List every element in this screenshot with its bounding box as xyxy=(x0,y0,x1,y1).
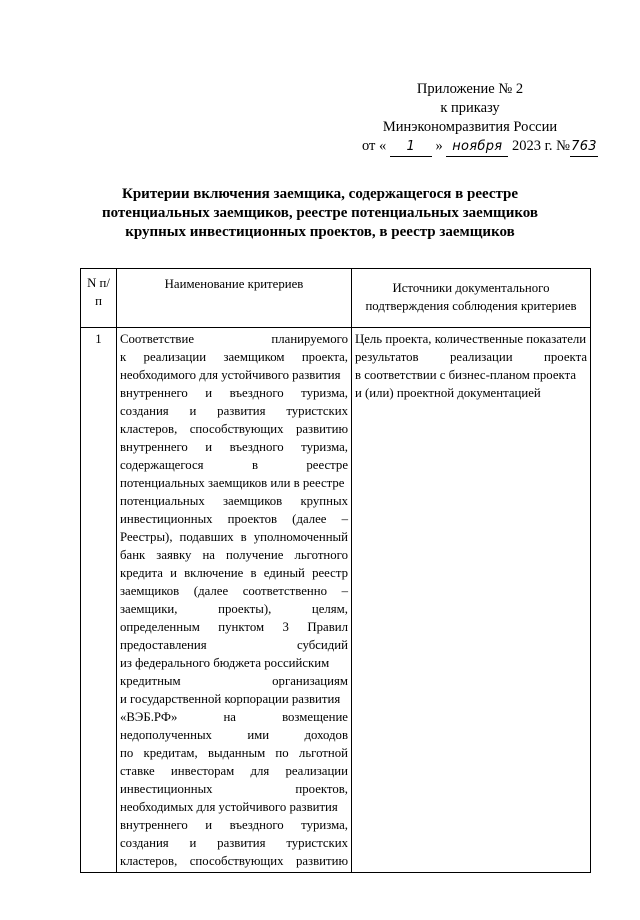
criteria-name-line: потенциальных заемщиков или в реестре xyxy=(120,476,345,490)
criteria-table xyxy=(80,268,591,873)
criteria-name-line: и государственной корпорации развития xyxy=(120,692,341,706)
sources-line: в соответствии с бизнес-планом проекта xyxy=(355,368,577,382)
criteria-name-line: необходимого для устойчивого развития xyxy=(120,368,341,382)
criteria-name-line: недополученных ими доходов xyxy=(120,728,348,742)
header-criteria-name: Наименование критериев xyxy=(117,269,352,328)
criteria-name-line: внутреннего и въездного туризма, xyxy=(120,818,348,832)
header-sources: Источники документального подтверждения соблюдения критериев xyxy=(352,269,591,328)
criteria-name-line: «ВЭБ.РФ» на возмещение xyxy=(120,710,348,724)
criteria-name-line: банк заявку на получение льготного xyxy=(120,548,348,562)
doc-number: 763 xyxy=(570,137,598,157)
criteria-name-line: создания и развития туристских xyxy=(120,404,348,418)
title-line-2: потенциальных заемщиков, реестре потенциальных заемщиков xyxy=(101,205,539,221)
criteria-name-line: Реестры), подавших в уполномоченный xyxy=(120,530,348,544)
title-line-1: Критерии включения заемщика, содержащегося в реестре xyxy=(121,186,519,202)
document-title xyxy=(90,185,550,242)
criteria-name-line: определенным пунктом 3 Правил xyxy=(120,620,348,634)
date-prefix: от « xyxy=(361,138,387,154)
criteria-name-line: кластеров, способствующих развитию xyxy=(120,422,348,436)
criteria-name-line: кластеров, способствующих развитию xyxy=(120,854,348,868)
criteria-name-line: потенциальных заемщиков крупных xyxy=(120,494,348,508)
date-month: ноября xyxy=(446,137,508,157)
table-header-row xyxy=(81,269,591,328)
table-row xyxy=(81,328,591,873)
criteria-name-line: инвестиционных проектов (далее – xyxy=(120,512,348,526)
criteria-name-line: создания и развития туристских xyxy=(120,836,348,850)
criteria-name-line: содержащегося в реестре xyxy=(120,458,348,472)
criteria-name-line: по кредитам, выданным по льготной xyxy=(120,746,348,760)
sources-line: и (или) проектной документацией xyxy=(355,386,541,400)
criteria-name-line: внутреннего и въездного туризма, xyxy=(120,386,348,400)
date-day: 1 xyxy=(390,137,432,157)
order-date-line xyxy=(340,137,600,157)
criteria-name-cell xyxy=(117,328,352,873)
criteria-name-line: из федерального бюджета российским xyxy=(120,656,330,670)
date-mid: » xyxy=(435,138,443,154)
title-line-3: крупных инвестиционных проектов, в реестр заемщиков xyxy=(125,224,515,240)
criteria-name-line: заемщиков (далее соответственно – xyxy=(120,584,348,598)
criteria-name-line: кредитным организациям xyxy=(120,674,348,688)
criteria-name-line: кредита и включение в единый реестр xyxy=(120,566,348,580)
criteria-name-line: Соответствие планируемого xyxy=(120,332,348,346)
row-number: 1 xyxy=(81,328,117,873)
criteria-name-line: заемщики, проекты), целям, xyxy=(120,602,348,616)
sources-cell xyxy=(352,328,591,873)
ministry-name: Минэкономразвития России xyxy=(382,119,558,135)
sources-text xyxy=(355,330,587,402)
criteria-name-line: предоставления субсидий xyxy=(120,638,348,652)
appendix-number: Приложение № 2 xyxy=(416,81,524,97)
criteria-name-line: необходимых для устойчивого развития xyxy=(120,800,338,814)
date-year: 2023 г. № xyxy=(511,138,570,154)
criteria-name-line: инвестиционных проектов, xyxy=(120,782,348,796)
sources-line: Цель проекта, количественные показатели xyxy=(355,332,587,346)
criteria-name-text xyxy=(120,330,348,870)
appendix-header xyxy=(340,80,600,157)
criteria-name-line: внутреннего и въездного туризма, xyxy=(120,440,348,454)
sources-line: результатов реализации проекта xyxy=(355,350,587,364)
criteria-name-line: к реализации заемщиком проекта, xyxy=(120,350,348,364)
criteria-name-line: ставке инвесторам для реализации xyxy=(120,764,348,778)
header-number: N п/п xyxy=(81,269,117,328)
order-reference: к приказу xyxy=(440,100,500,116)
